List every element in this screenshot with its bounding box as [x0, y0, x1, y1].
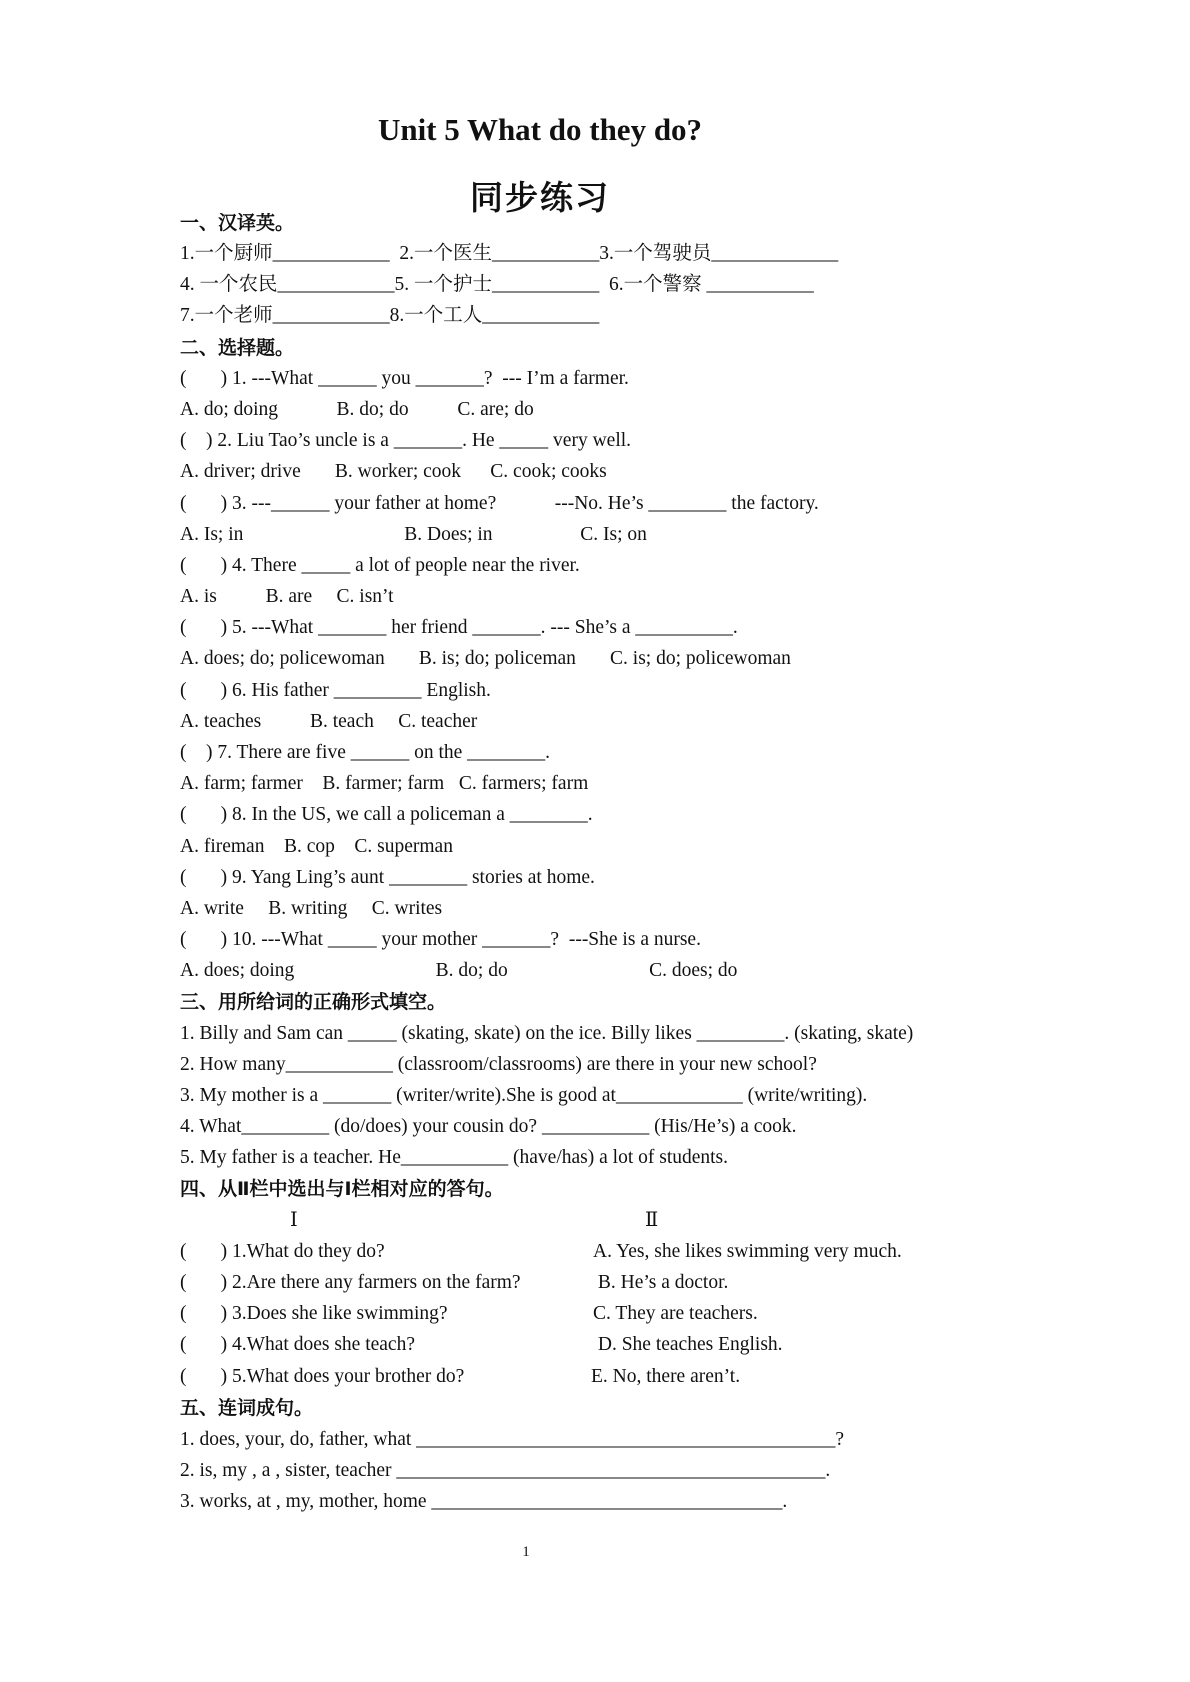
options-line: A. does; doing B. do; do C. does; do [180, 960, 738, 981]
options-line: A. write B. writing C. writes [180, 898, 443, 919]
match-question: ( ) 1.What do they do? [180, 1241, 385, 1262]
page-number: 1 [522, 1544, 530, 1560]
match-question: ( ) 4.What does she teach? [180, 1334, 415, 1355]
fill-line: 1. Billy and Sam can _____ (skating, skate) on the ice. Billy likes _________. (skating, skate) [180, 1023, 914, 1044]
fill-line: 4. What_________ (do/does) your cousin do? ___________ (His/He’s) a cook. [180, 1116, 797, 1137]
section4-heading: 四、从Ⅱ栏中选出与Ⅰ栏相对应的答句。 [180, 1178, 504, 1200]
section1-line: 4. 一个农民____________5. 一个护士___________ 6.一个警察 ___________ [180, 274, 814, 295]
options-line: A. teaches B. teach C. teacher [180, 711, 478, 732]
match-question: ( ) 2.Are there any farmers on the farm? [180, 1272, 521, 1293]
section5-heading: 五、连词成句。 [180, 1397, 314, 1419]
match-question: ( ) 3.Does she like swimming? [180, 1303, 448, 1324]
page-subtitle: 同步练习 [470, 178, 610, 217]
column2-header: Ⅱ [645, 1210, 659, 1231]
question-line: ( ) 8. In the US, we call a policeman a ________. [180, 804, 593, 825]
match-answer: E. No, there aren’t. [591, 1366, 741, 1387]
question-line: ( ) 10. ---What _____ your mother _______? ---She is a nurse. [180, 929, 701, 950]
options-line: A. does; do; policewoman B. is; do; policeman C. is; do; policewoman [180, 648, 791, 669]
options-line: A. farm; farmer B. farmer; farm C. farmers; farm [180, 773, 589, 794]
page-title: Unit 5 What do they do? [377, 112, 703, 147]
sentence-line: 2. is, my , a , sister, teacher ____________________________________________. [180, 1460, 831, 1481]
section1-heading: 一、汉译英。 [180, 212, 295, 234]
section1-line: 1.一个厨师____________ 2.一个医生___________3.一个驾驶员_____________ [180, 243, 839, 264]
sentence-line: 3. works, at , my, mother, home ____________________________________. [180, 1491, 788, 1512]
question-line: ( ) 7. There are five ______ on the ________. [180, 742, 551, 763]
question-line: ( ) 3. ---______ your father at home? ---No. He’s ________ the factory. [180, 493, 819, 514]
question-line: ( ) 9. Yang Ling’s aunt ________ stories at home. [180, 867, 595, 888]
question-line: ( ) 4. There _____ a lot of people near the river. [180, 555, 580, 576]
fill-line: 2. How many___________ (classroom/classrooms) are there in your new school? [180, 1054, 817, 1075]
match-question: ( ) 5.What does your brother do? [180, 1366, 465, 1387]
section2-heading: 二、选择题。 [180, 337, 295, 359]
match-answer: B. He’s a doctor. [593, 1272, 729, 1293]
options-line: A. fireman B. cop C. superman [180, 836, 453, 857]
options-line: A. do; doing B. do; do C. are; do [180, 399, 534, 420]
options-line: A. is B. are C. isn’t [180, 586, 394, 607]
question-line: ( ) 5. ---What _______ her friend _______. --- She’s a __________. [180, 617, 738, 638]
section1-line: 7.一个老师____________8.一个工人____________ [180, 305, 600, 326]
section3-heading: 三、用所给词的正确形式填空。 [180, 991, 447, 1013]
options-line: A. driver; drive B. worker; cook C. cook; cooks [180, 461, 607, 482]
match-answer: A. Yes, she likes swimming very much. [593, 1241, 902, 1262]
match-answer: D. She teaches English. [593, 1334, 783, 1355]
fill-line: 3. My mother is a _______ (writer/write).She is good at_____________ (write/writing). [180, 1085, 868, 1106]
column1-header: Ⅰ [290, 1210, 298, 1231]
match-answer: C. They are teachers. [593, 1303, 758, 1324]
fill-line: 5. My father is a teacher. He___________ (have/has) a lot of students. [180, 1147, 729, 1168]
options-line: A. Is; in B. Does; in C. Is; on [180, 524, 647, 545]
question-line: ( ) 2. Liu Tao’s uncle is a _______. He _____ very well. [180, 430, 632, 451]
sentence-line: 1. does, your, do, father, what ___________________________________________? [180, 1429, 845, 1450]
question-line: ( ) 6. His father _________ English. [180, 680, 491, 701]
question-line: ( ) 1. ---What ______ you _______? --- I’m a farmer. [180, 368, 629, 389]
